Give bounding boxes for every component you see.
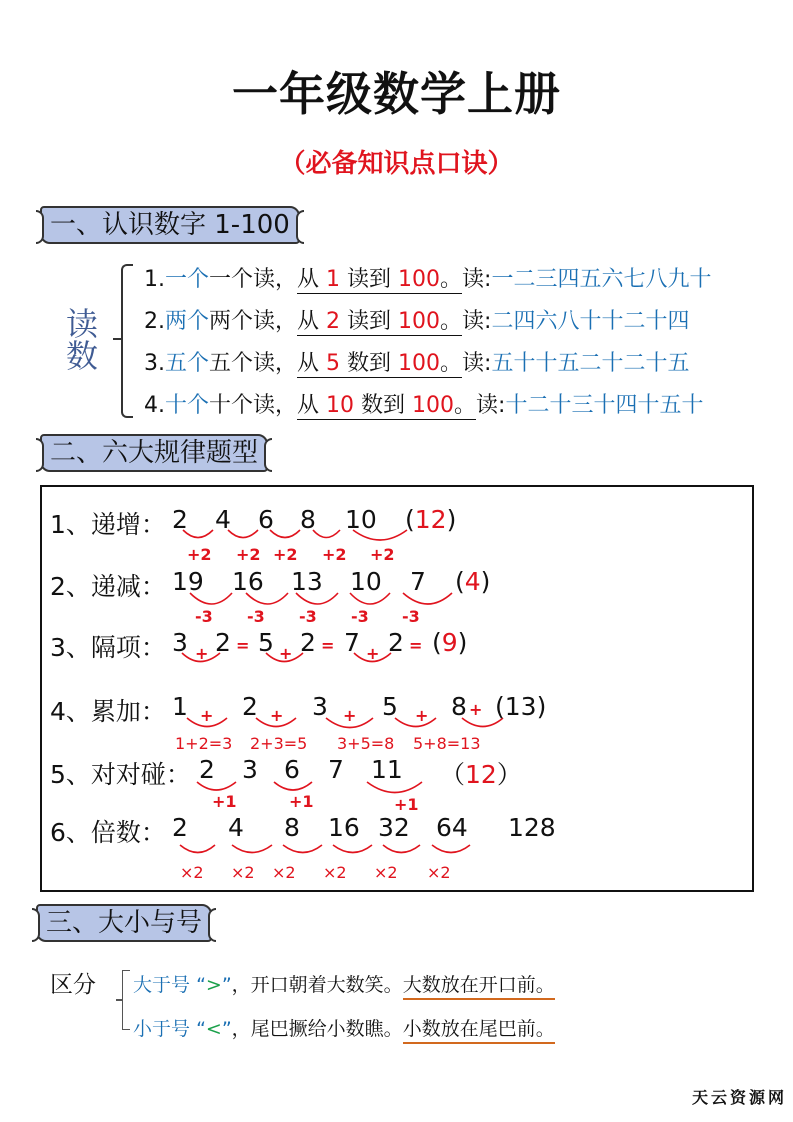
seq-num: 2: [199, 755, 215, 784]
seq-num: 8: [300, 505, 316, 534]
op-sign: +: [195, 644, 209, 663]
seq-num: 4: [215, 505, 231, 534]
answer: （12）: [440, 760, 522, 789]
seq-num: 4: [228, 813, 244, 842]
seq-num: 3: [242, 755, 258, 784]
step-label: +1: [212, 792, 237, 811]
step-label: ×2: [427, 863, 451, 882]
step-label: +2: [236, 545, 261, 564]
seq-num: 13: [291, 567, 323, 596]
seq-num: 3: [312, 692, 328, 721]
step-label: +2: [322, 545, 347, 564]
step-label: -3: [195, 607, 213, 626]
op-sign: =: [236, 636, 250, 655]
section-header-3: 三、大小与号: [36, 904, 212, 942]
section-header-2: 二、六大规律题型: [40, 434, 268, 472]
op-sign: =: [321, 636, 335, 655]
brace-icon: [122, 970, 130, 1030]
row-increasing: [50, 505, 166, 541]
read-count-label: 读数: [65, 305, 98, 375]
seq-num: 5: [258, 628, 274, 657]
reading-line-3: 3.五个五个读，从 5 数到 100。读:五十十五二十二十五: [144, 351, 690, 376]
step-label: 5+8=13: [413, 734, 481, 753]
seq-num: 2: [215, 628, 231, 657]
step-label: -3: [351, 607, 369, 626]
op-sign: +: [270, 706, 284, 725]
seq-num: 32: [378, 813, 410, 842]
seq-num: 8: [284, 813, 300, 842]
step-label: ×2: [231, 863, 255, 882]
step-label: +1: [394, 795, 419, 814]
seq-num: 10: [350, 567, 382, 596]
seq-num: 7: [410, 567, 426, 596]
op-sign: =: [409, 636, 423, 655]
reading-line-1: 1.一个一个读，从 1 读到 100。读:一二三四五六七八九十: [144, 267, 712, 292]
row-pair-match: 5、对对碰：: [50, 760, 191, 789]
answer: (9): [432, 628, 468, 657]
seq-num: 16: [232, 567, 264, 596]
answer: (13): [495, 692, 547, 721]
seq-num: 7: [344, 628, 360, 657]
op-sign: +: [200, 706, 214, 725]
op-sign: +: [279, 644, 293, 663]
seq-num: 2: [300, 628, 316, 657]
step-label: 2+3=5: [250, 734, 308, 753]
page-subtitle: （必备知识点口诀）: [279, 149, 514, 179]
seq-num: 8: [451, 692, 467, 721]
row-decreasing: 2、递减：: [50, 572, 166, 601]
seq-num: 19: [172, 567, 204, 596]
seq-num: 6: [258, 505, 274, 534]
row-label: 1、递增：: [50, 510, 166, 539]
step-label: -3: [402, 607, 420, 626]
row-alternating: 3、隔项：: [50, 633, 166, 662]
seq-num: 11: [371, 755, 403, 784]
op-sign: +: [415, 706, 429, 725]
page-title: 一年级数学上册: [232, 67, 561, 121]
reading-line-2: 2.两个两个读，从 2 读到 100。读:二四六八十十二十四: [144, 309, 690, 334]
step-label: ×2: [272, 863, 296, 882]
seq-num: 10: [345, 505, 377, 534]
section-header-1: 一、认识数字 1-100: [40, 206, 300, 244]
answer: (4): [455, 567, 491, 596]
seq-num: 64: [436, 813, 468, 842]
seq-num: 1: [172, 692, 188, 721]
brace-tick: [116, 999, 123, 1001]
seq-num: 3: [172, 628, 188, 657]
step-label: +2: [273, 545, 298, 564]
step-label: ×2: [374, 863, 398, 882]
seq-num: 128: [508, 813, 556, 842]
row-cumulative: 4、累加：: [50, 697, 166, 726]
answer: (12): [405, 505, 457, 534]
seq-num: 7: [328, 755, 344, 784]
seq-num: 5: [382, 692, 398, 721]
op-sign: +: [469, 700, 483, 719]
step-label: +1: [289, 792, 314, 811]
seq-num: 6: [284, 755, 300, 784]
seq-num: 2: [172, 505, 188, 534]
less-than-rule: 小于号 “<”，尾巴撅给小数瞧。小数放在尾巴前。: [133, 1014, 555, 1041]
step-label: ×2: [180, 863, 204, 882]
step-label: -3: [299, 607, 317, 626]
watermark: 天云资源网: [691, 1088, 787, 1107]
step-label: +2: [370, 545, 395, 564]
distinguish-label: 区分: [50, 972, 96, 998]
step-label: 1+2=3: [175, 734, 233, 753]
greater-than-rule: 大于号 “>”，开口朝着大数笑。大数放在开口前。: [133, 970, 555, 997]
op-sign: +: [343, 706, 357, 725]
row-multiples: 6、倍数：: [50, 818, 166, 847]
seq-num: 2: [242, 692, 258, 721]
seq-num: 2: [172, 813, 188, 842]
step-label: -3: [247, 607, 265, 626]
reading-line-4: 4.十个十个读，从 10 数到 100。读:十二十三十四十五十: [144, 393, 704, 418]
step-label: ×2: [323, 863, 347, 882]
step-label: +2: [187, 545, 212, 564]
step-label: 3+5=8: [337, 734, 395, 753]
op-sign: +: [366, 644, 380, 663]
seq-num: 16: [328, 813, 360, 842]
seq-num: 2: [388, 628, 404, 657]
